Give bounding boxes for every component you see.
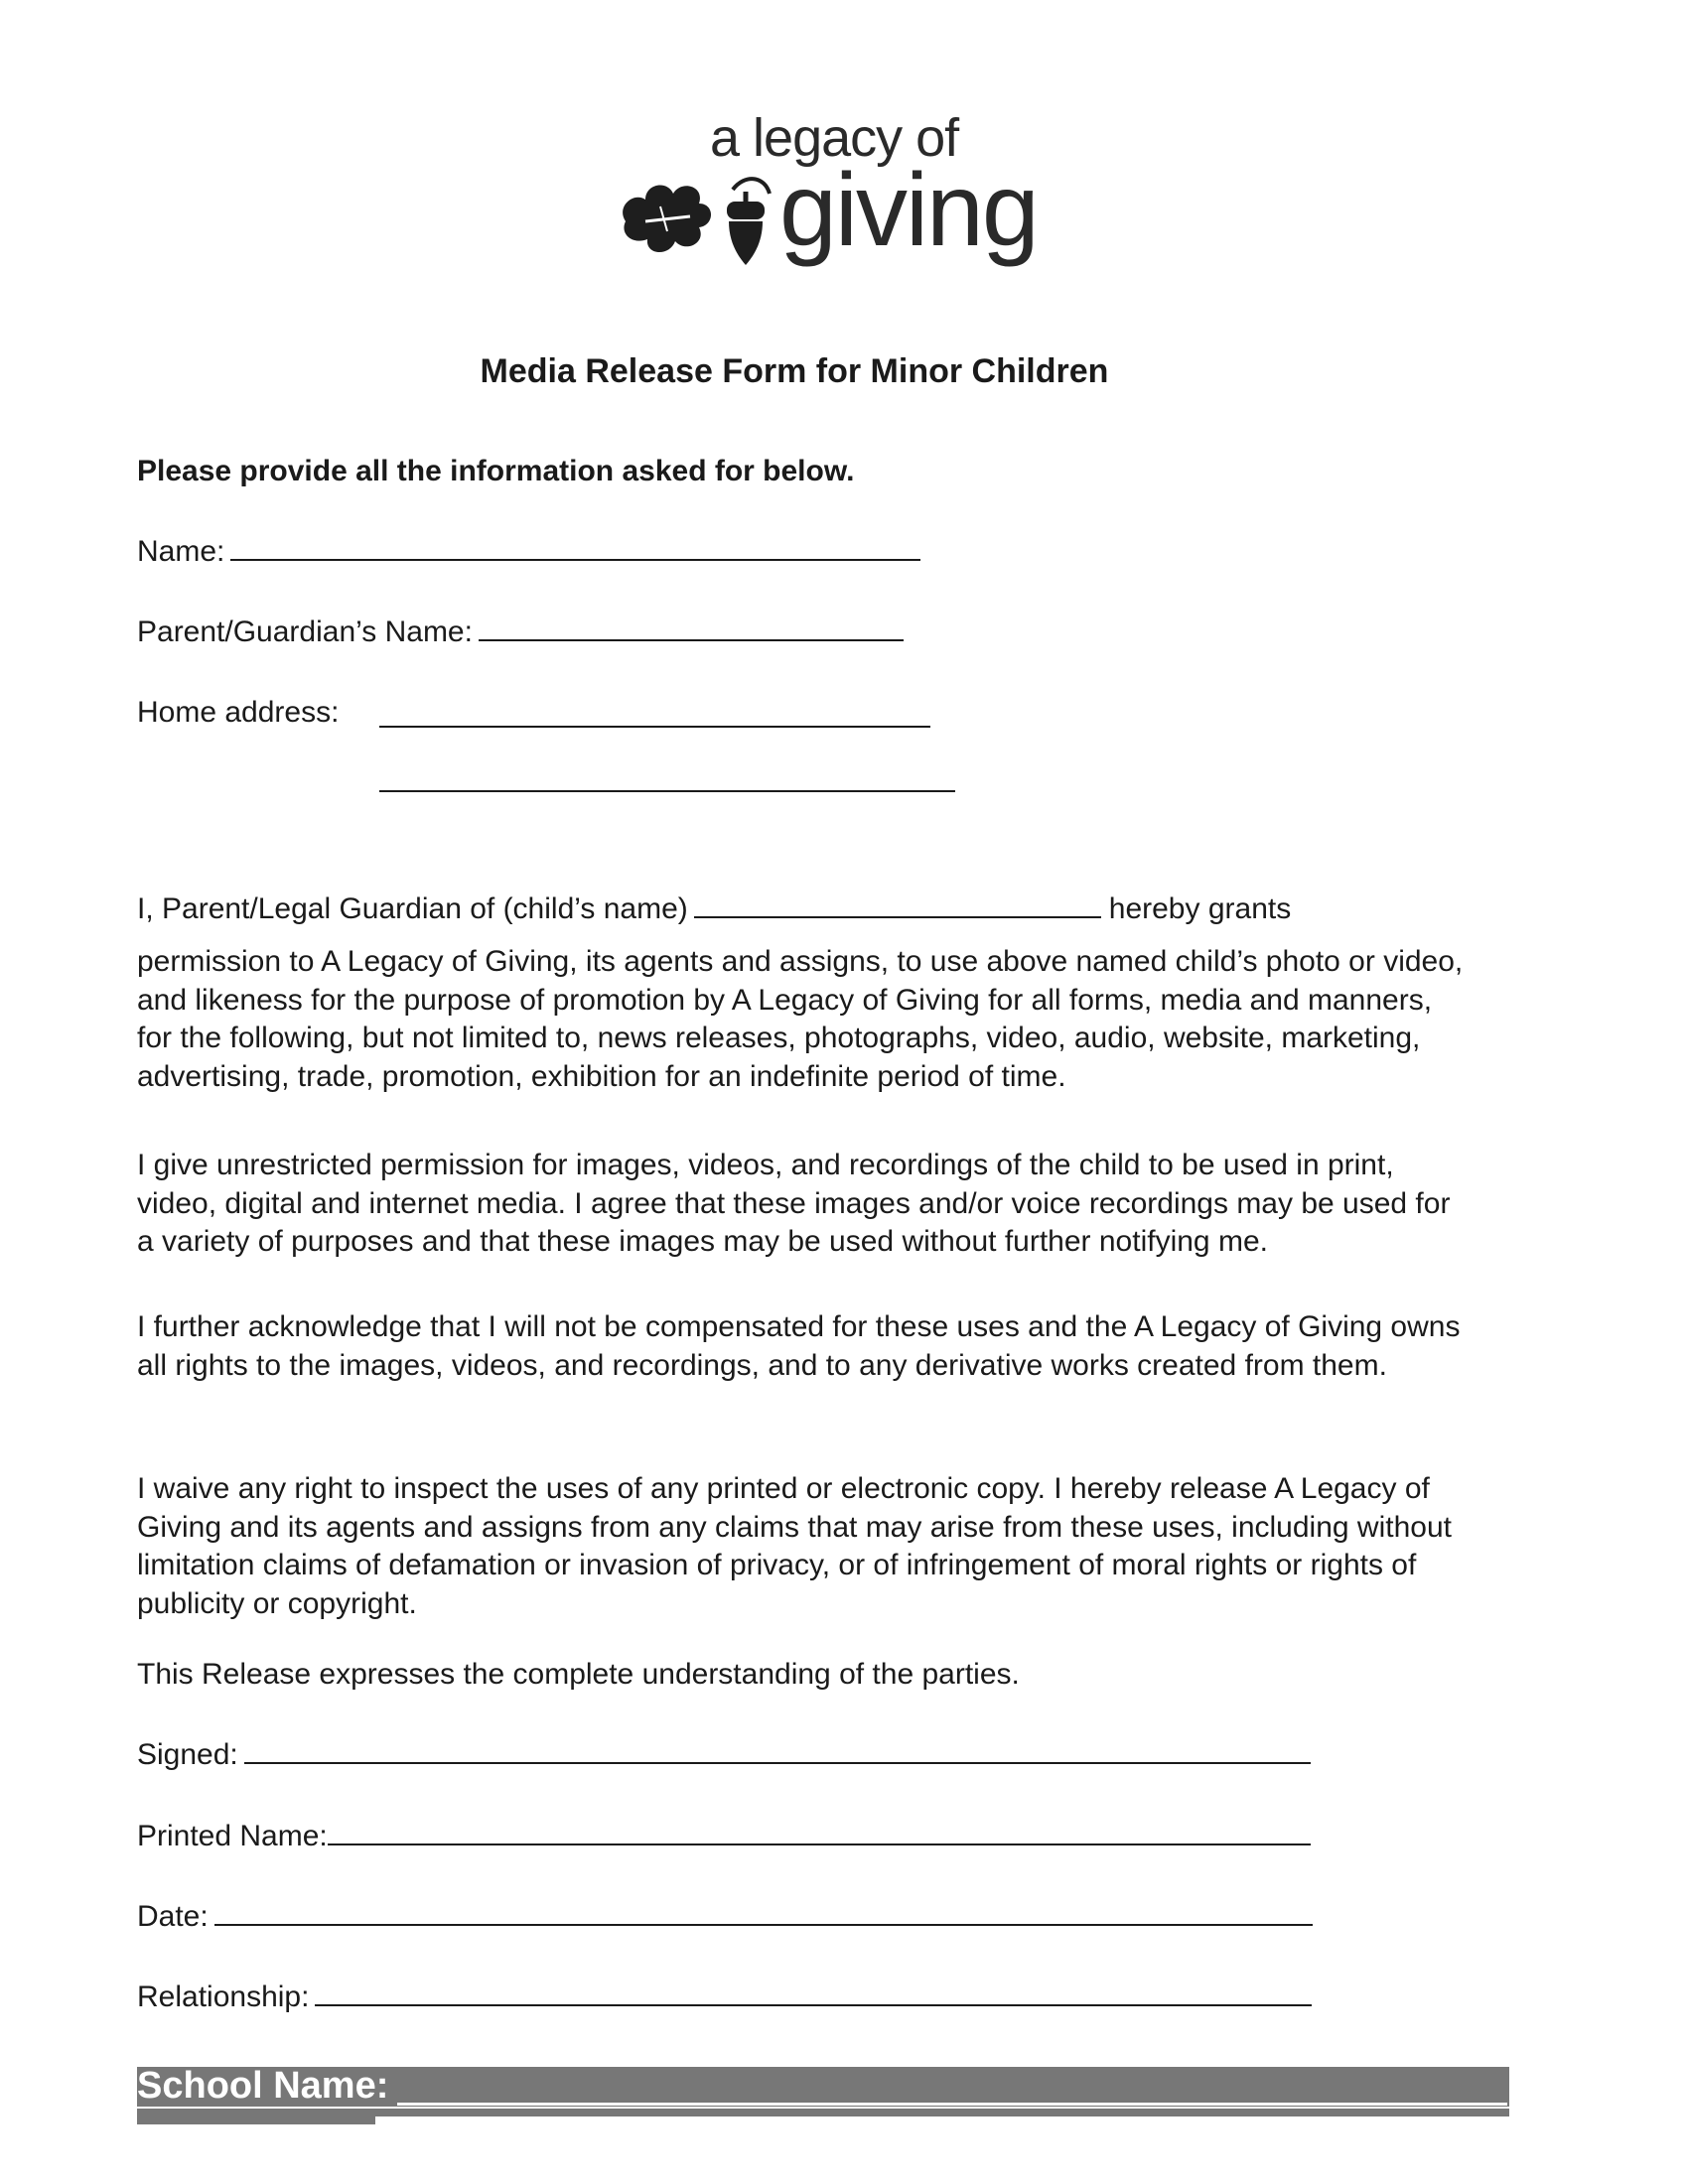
parent-guardian-label: Parent/Guardian’s Name: [137,615,473,648]
name-field[interactable] [230,533,920,561]
waiver-paragraph: I waive any right to inspect the uses of any printed or electronic copy. I hereby release A Legacy of Giving and its agents and assigns from any claims that may arise from these uses, including without limitation claims of defamation or invasion of privacy, or of infringement of moral rights or rights of publicity or copyright. [137,1472,1452,1620]
school-name-field[interactable] [397,2103,1507,2106]
compensation-paragraph: I further acknowledge that I will not be compensated for these uses and the A Legacy of Giving owns all rights to the images, videos, and recordings, and to any derivative works created from them. [137,1310,1461,1382]
signed-label: Signed: [137,1738,238,1771]
date-field[interactable] [214,1898,1313,1926]
permission-paragraph: permission to A Legacy of Giving, its agents and assigns, to use above named child’s photo or video, and likeness for the purpose of promotion by A Legacy of Giving for all forms, media and manners, for the following, but not limited to, news releases, photographs, video, audio, website, marketing, advertising, trade, promotion, exhibition for an indefinite period of time. [137,945,1464,1093]
legacy-of-giving-logo [616,107,1062,276]
school-name-label: School Name: [137,2065,389,2107]
child-name-field[interactable] [694,890,1101,918]
relationship-field[interactable] [315,1979,1312,2006]
grant-row [137,890,1291,928]
parent-row [137,614,904,651]
printed-name-label: Printed Name: [137,1820,328,1852]
signature-field[interactable] [244,1736,1311,1764]
instructions-text: Please provide all the information asked for below. [137,455,855,487]
printed-name-row [137,1818,1311,1855]
relationship-row [137,1979,1312,2016]
printed-name-field[interactable] [328,1818,1311,1845]
home-address-field-line-1[interactable] [379,726,930,728]
unrestricted-permission-paragraph: I give unrestricted permission for images, videos, and recordings of the child to be used in print, video, digital and internet media. I agree that these images and/or voice recordings may be used for a variety of purposes and that these images may be used without further notifying me. [137,1149,1451,1258]
school-name-highlight-stripe [137,2109,1509,2116]
release-statement: This Release expresses the complete understanding of the parties. [137,1658,1020,1691]
name-row [137,533,920,571]
logo-wordmark: giving [779,153,1038,268]
home-address-field-line-2[interactable] [379,790,955,792]
logo-tagline: a legacy of [710,108,959,168]
address-row [137,694,339,732]
parent-guardian-field[interactable] [479,614,904,641]
date-label: Date: [137,1900,209,1933]
date-row [137,1898,1313,1936]
page-title: Media Release Form for Minor Children [480,352,1109,390]
oak-leaf-acorn-icon [616,162,774,276]
name-label: Name: [137,535,225,568]
grant-suffix: hereby grants [1108,892,1292,925]
signed-row [137,1736,1311,1774]
grant-prefix: I, Parent/Legal Guardian of (child’s name) [137,892,688,925]
home-address-label: Home address: [137,696,340,729]
relationship-label: Relationship: [137,1980,310,2013]
school-name-highlight-stripe-short [137,2116,375,2124]
